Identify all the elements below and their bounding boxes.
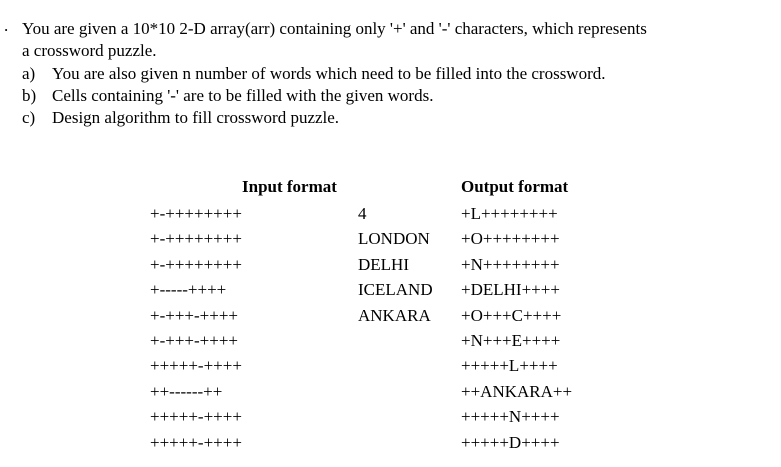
word-item: LONDON [358,229,430,249]
input-grid-row: ++------++ [150,381,223,401]
list-marker: c) [22,108,36,127]
list-text: Cells containing '-' are to be filled with the given words. [52,86,434,105]
output-grid-row: +++++L++++ [461,356,558,376]
list-marker: b) [22,86,37,105]
output-grid [461,201,572,455]
input-grid-row: +-+++-++++ [150,330,239,350]
output-grid-row: +L++++++++ [461,204,558,223]
input-grid-row: +-++++++++ [150,254,242,274]
output-grid-row: +N+++E++++ [461,330,561,350]
input-grid-row: +-++++++++ [150,204,242,223]
word-item: ANKARA [358,305,431,325]
word-item: ICELAND [358,280,433,300]
output-grid-row: +N++++++++ [461,254,560,274]
word-list [358,201,433,328]
list-text: Design algorithm to fill crossword puzzle. [52,108,340,127]
list-item [22,85,433,107]
input-grid-row: +++++-++++ [150,407,242,427]
input-format-header: Input format [242,177,337,196]
output-grid-row: +O++++++++ [461,229,560,249]
list-item [22,63,606,85]
word-count: 4 [358,204,367,223]
list-text: You are also given n number of words which need to be filled into the crossword. [52,64,606,83]
input-grid-row: +-----++++ [150,280,227,300]
input-grid [150,201,242,455]
input-grid-row: +-++++++++ [150,229,242,249]
word-item: DELHI [358,254,409,274]
list-marker: a) [22,64,36,83]
output-grid-row: +DELHI++++ [461,280,560,300]
output-grid-row: +++++D++++ [461,432,560,452]
list-item [22,107,339,129]
output-grid-row: ++ANKARA++ [461,381,573,401]
output-grid-row: +O+++C++++ [461,305,562,325]
bullet: . [4,16,9,35]
input-grid-row: +++++-++++ [150,432,242,452]
output-format-header: Output format [461,177,569,196]
input-grid-row: +-+++-++++ [150,305,239,325]
output-grid-row: +++++N++++ [461,407,560,427]
intro-line-2: a crossword puzzle. [22,41,157,60]
input-grid-row: +++++-++++ [150,356,242,376]
intro-line-1: You are given a 10*10 2-D array(arr) containing only '+' and '-' characters, which represents [22,19,647,38]
